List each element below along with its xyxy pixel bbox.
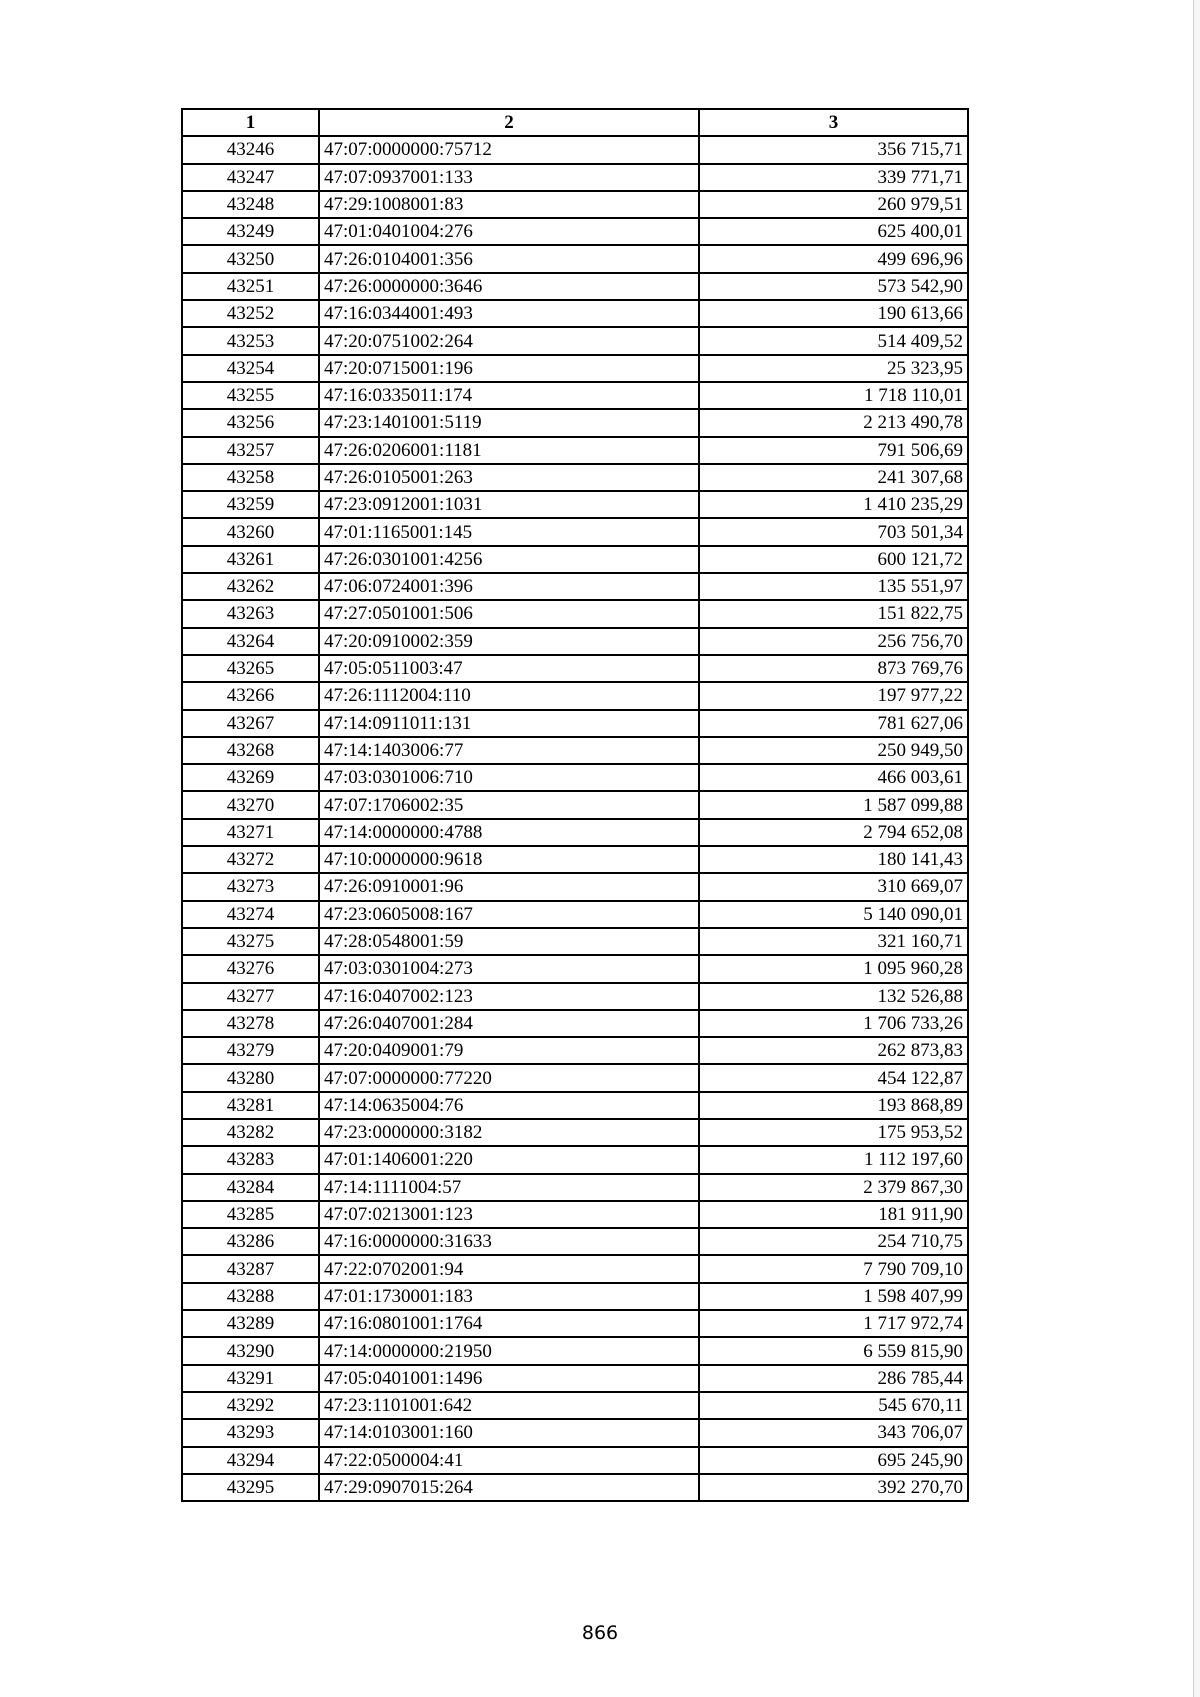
cadastral-number-cell: 47:20:0409001:79 <box>319 1037 699 1064</box>
value-cell: 321 160,71 <box>699 928 968 955</box>
table-row <box>182 846 968 873</box>
cadastral-number-cell: 47:14:0103001:160 <box>319 1419 699 1446</box>
cadastral-number-cell: 47:26:0104001:356 <box>319 245 699 272</box>
row-number-cell: 43256 <box>182 409 319 436</box>
cadastral-number-cell: 47:26:1112004:110 <box>319 682 699 709</box>
value-cell: 197 977,22 <box>699 682 968 709</box>
value-cell: 600 121,72 <box>699 546 968 573</box>
row-number-cell: 43266 <box>182 682 319 709</box>
cadastral-number-cell: 47:14:0911011:131 <box>319 710 699 737</box>
value-cell: 262 873,83 <box>699 1037 968 1064</box>
row-number-cell: 43294 <box>182 1447 319 1474</box>
table-row <box>182 136 968 163</box>
row-number-cell: 43251 <box>182 273 319 300</box>
cadastral-number-cell: 47:16:0801001:1764 <box>319 1310 699 1337</box>
row-number-cell: 43247 <box>182 164 319 191</box>
value-cell: 254 710,75 <box>699 1228 968 1255</box>
table-row <box>182 1010 968 1037</box>
value-cell: 132 526,88 <box>699 983 968 1010</box>
row-number-cell: 43292 <box>182 1392 319 1419</box>
row-number-cell: 43276 <box>182 955 319 982</box>
cadastral-number-cell: 47:23:1101001:642 <box>319 1392 699 1419</box>
row-number-cell: 43285 <box>182 1201 319 1228</box>
table-row <box>182 327 968 354</box>
table-row <box>182 1037 968 1064</box>
cadastral-number-cell: 47:29:1008001:83 <box>319 191 699 218</box>
value-cell: 1 706 733,26 <box>699 1010 968 1037</box>
cadastral-number-cell: 47:28:0548001:59 <box>319 928 699 955</box>
value-cell: 286 785,44 <box>699 1365 968 1392</box>
value-cell: 135 551,97 <box>699 573 968 600</box>
table-row <box>182 1146 968 1173</box>
table-body <box>182 136 968 1501</box>
table-row <box>182 737 968 764</box>
table-row <box>182 600 968 627</box>
value-cell: 454 122,87 <box>699 1064 968 1091</box>
row-number-cell: 43288 <box>182 1283 319 1310</box>
row-number-cell: 43287 <box>182 1255 319 1282</box>
table-row <box>182 1310 968 1337</box>
row-number-cell: 43260 <box>182 518 319 545</box>
value-cell: 190 613,66 <box>699 300 968 327</box>
cadastral-number-cell: 47:27:0501001:506 <box>319 600 699 627</box>
row-number-cell: 43258 <box>182 464 319 491</box>
cadastral-number-cell: 47:22:0702001:94 <box>319 1255 699 1282</box>
table-row <box>182 764 968 791</box>
cadastral-number-cell: 47:26:0206001:1181 <box>319 437 699 464</box>
table-row <box>182 164 968 191</box>
value-cell: 193 868,89 <box>699 1092 968 1119</box>
cadastral-number-cell: 47:03:0301004:273 <box>319 955 699 982</box>
table-row <box>182 382 968 409</box>
row-number-cell: 43252 <box>182 300 319 327</box>
row-number-cell: 43246 <box>182 136 319 163</box>
value-cell: 25 323,95 <box>699 355 968 382</box>
row-number-cell: 43249 <box>182 218 319 245</box>
table-row <box>182 1228 968 1255</box>
cadastral-number-cell: 47:29:0907015:264 <box>319 1474 699 1501</box>
row-number-cell: 43279 <box>182 1037 319 1064</box>
cadastral-number-cell: 47:14:1111004:57 <box>319 1174 699 1201</box>
value-cell: 6 559 815,90 <box>699 1337 968 1364</box>
row-number-cell: 43262 <box>182 573 319 600</box>
table-row <box>182 1447 968 1474</box>
value-cell: 1 410 235,29 <box>699 491 968 518</box>
table-row <box>182 273 968 300</box>
page-number: 866 <box>581 1622 619 1644</box>
row-number-cell: 43278 <box>182 1010 319 1037</box>
row-number-cell: 43264 <box>182 628 319 655</box>
row-number-cell: 43269 <box>182 764 319 791</box>
row-number-cell: 43253 <box>182 327 319 354</box>
table-row <box>182 1119 968 1146</box>
value-cell: 1 598 407,99 <box>699 1283 968 1310</box>
value-cell: 545 670,11 <box>699 1392 968 1419</box>
value-cell: 499 696,96 <box>699 245 968 272</box>
cadastral-number-cell: 47:26:0407001:284 <box>319 1010 699 1037</box>
row-number-cell: 43295 <box>182 1474 319 1501</box>
cadastral-number-cell: 47:14:0635004:76 <box>319 1092 699 1119</box>
value-cell: 2 794 652,08 <box>699 819 968 846</box>
value-cell: 343 706,07 <box>699 1419 968 1446</box>
cadastral-number-cell: 47:05:0401001:1496 <box>319 1365 699 1392</box>
row-number-cell: 43275 <box>182 928 319 955</box>
cadastral-number-cell: 47:20:0910002:359 <box>319 628 699 655</box>
header-row <box>182 109 968 136</box>
value-cell: 514 409,52 <box>699 327 968 354</box>
table-row <box>182 1283 968 1310</box>
value-cell: 356 715,71 <box>699 136 968 163</box>
table-row <box>182 928 968 955</box>
table-row <box>182 655 968 682</box>
table-row <box>182 1174 968 1201</box>
cadastral-number-cell: 47:03:0301006:710 <box>319 764 699 791</box>
row-number-cell: 43281 <box>182 1092 319 1119</box>
cadastral-number-cell: 47:01:1730001:183 <box>319 1283 699 1310</box>
cadastral-number-cell: 47:23:1401001:5119 <box>319 409 699 436</box>
table-row <box>182 628 968 655</box>
row-number-cell: 43289 <box>182 1310 319 1337</box>
value-cell: 151 822,75 <box>699 600 968 627</box>
cadastral-number-cell: 47:16:0407002:123 <box>319 983 699 1010</box>
table-row <box>182 710 968 737</box>
table-row <box>182 245 968 272</box>
row-number-cell: 43280 <box>182 1064 319 1091</box>
value-cell: 339 771,71 <box>699 164 968 191</box>
row-number-cell: 43263 <box>182 600 319 627</box>
row-number-cell: 43274 <box>182 901 319 928</box>
value-cell: 1 112 197,60 <box>699 1146 968 1173</box>
table-row <box>182 1365 968 1392</box>
cadastral-number-cell: 47:07:0937001:133 <box>319 164 699 191</box>
table-row <box>182 300 968 327</box>
row-number-cell: 43267 <box>182 710 319 737</box>
value-cell: 7 790 709,10 <box>699 1255 968 1282</box>
value-cell: 256 756,70 <box>699 628 968 655</box>
value-cell: 573 542,90 <box>699 273 968 300</box>
value-cell: 175 953,52 <box>699 1119 968 1146</box>
table-row <box>182 491 968 518</box>
row-number-cell: 43283 <box>182 1146 319 1173</box>
value-cell: 466 003,61 <box>699 764 968 791</box>
header-cell-1: 1 <box>182 109 319 136</box>
value-cell: 260 979,51 <box>699 191 968 218</box>
value-cell: 1 717 972,74 <box>699 1310 968 1337</box>
row-number-cell: 43291 <box>182 1365 319 1392</box>
cadastral-number-cell: 47:22:0500004:41 <box>319 1447 699 1474</box>
cadastral-number-cell: 47:20:0715001:196 <box>319 355 699 382</box>
cadastral-number-cell: 47:16:0344001:493 <box>319 300 699 327</box>
header-cell-2: 2 <box>319 109 699 136</box>
cadastral-number-cell: 47:07:1706002:35 <box>319 791 699 818</box>
cadastral-number-cell: 47:07:0000000:77220 <box>319 1064 699 1091</box>
table-row <box>182 983 968 1010</box>
value-cell: 873 769,76 <box>699 655 968 682</box>
data-table <box>181 108 969 1502</box>
cadastral-number-cell: 47:16:0335011:174 <box>319 382 699 409</box>
table-header <box>182 109 968 136</box>
row-number-cell: 43272 <box>182 846 319 873</box>
value-cell: 310 669,07 <box>699 873 968 900</box>
row-number-cell: 43261 <box>182 546 319 573</box>
table-row <box>182 1392 968 1419</box>
cadastral-number-cell: 47:26:0105001:263 <box>319 464 699 491</box>
cadastral-number-cell: 47:26:0910001:96 <box>319 873 699 900</box>
table-row <box>182 1474 968 1501</box>
value-cell: 1 095 960,28 <box>699 955 968 982</box>
cadastral-number-cell: 47:16:0000000:31633 <box>319 1228 699 1255</box>
table-row <box>182 955 968 982</box>
row-number-cell: 43259 <box>182 491 319 518</box>
table-row <box>182 464 968 491</box>
table-row <box>182 1337 968 1364</box>
value-cell: 5 140 090,01 <box>699 901 968 928</box>
cadastral-number-cell: 47:23:0605008:167 <box>319 901 699 928</box>
value-cell: 1 718 110,01 <box>699 382 968 409</box>
value-cell: 1 587 099,88 <box>699 791 968 818</box>
table-row <box>182 573 968 600</box>
table-row <box>182 873 968 900</box>
header-cell-3: 3 <box>699 109 968 136</box>
cadastral-number-cell: 47:06:0724001:396 <box>319 573 699 600</box>
row-number-cell: 43254 <box>182 355 319 382</box>
table-row <box>182 819 968 846</box>
table-row <box>182 901 968 928</box>
row-number-cell: 43286 <box>182 1228 319 1255</box>
value-cell: 2 213 490,78 <box>699 409 968 436</box>
cadastral-number-cell: 47:01:0401004:276 <box>319 218 699 245</box>
table-row <box>182 437 968 464</box>
cadastral-number-cell: 47:23:0000000:3182 <box>319 1119 699 1146</box>
row-number-cell: 43270 <box>182 791 319 818</box>
row-number-cell: 43293 <box>182 1419 319 1446</box>
row-number-cell: 43277 <box>182 983 319 1010</box>
row-number-cell: 43265 <box>182 655 319 682</box>
value-cell: 181 911,90 <box>699 1201 968 1228</box>
row-number-cell: 43273 <box>182 873 319 900</box>
table-row <box>182 518 968 545</box>
value-cell: 781 627,06 <box>699 710 968 737</box>
row-number-cell: 43271 <box>182 819 319 846</box>
table-row <box>182 191 968 218</box>
value-cell: 2 379 867,30 <box>699 1174 968 1201</box>
row-number-cell: 43257 <box>182 437 319 464</box>
cadastral-number-cell: 47:01:1406001:220 <box>319 1146 699 1173</box>
table-row <box>182 682 968 709</box>
table-row <box>182 546 968 573</box>
table-row <box>182 355 968 382</box>
cadastral-number-cell: 47:23:0912001:1031 <box>319 491 699 518</box>
value-cell: 392 270,70 <box>699 1474 968 1501</box>
cadastral-number-cell: 47:26:0000000:3646 <box>319 273 699 300</box>
cadastral-number-cell: 47:05:0511003:47 <box>319 655 699 682</box>
value-cell: 791 506,69 <box>699 437 968 464</box>
value-cell: 180 141,43 <box>699 846 968 873</box>
value-cell: 625 400,01 <box>699 218 968 245</box>
table-row <box>182 1201 968 1228</box>
table-row <box>182 218 968 245</box>
value-cell: 703 501,34 <box>699 518 968 545</box>
row-number-cell: 43248 <box>182 191 319 218</box>
table-row <box>182 1419 968 1446</box>
table-row <box>182 1092 968 1119</box>
value-cell: 241 307,68 <box>699 464 968 491</box>
table-row <box>182 1255 968 1282</box>
cadastral-number-cell: 47:14:1403006:77 <box>319 737 699 764</box>
page-right-edge <box>1193 0 1200 1697</box>
row-number-cell: 43284 <box>182 1174 319 1201</box>
row-number-cell: 43250 <box>182 245 319 272</box>
cadastral-number-cell: 47:14:0000000:21950 <box>319 1337 699 1364</box>
value-cell: 695 245,90 <box>699 1447 968 1474</box>
row-number-cell: 43268 <box>182 737 319 764</box>
cadastral-number-cell: 47:26:0301001:4256 <box>319 546 699 573</box>
row-number-cell: 43290 <box>182 1337 319 1364</box>
table-row <box>182 791 968 818</box>
row-number-cell: 43282 <box>182 1119 319 1146</box>
cadastral-number-cell: 47:07:0213001:123 <box>319 1201 699 1228</box>
table-row <box>182 409 968 436</box>
cadastral-number-cell: 47:10:0000000:9618 <box>319 846 699 873</box>
value-cell: 250 949,50 <box>699 737 968 764</box>
cadastral-number-cell: 47:01:1165001:145 <box>319 518 699 545</box>
table-row <box>182 1064 968 1091</box>
cadastral-number-cell: 47:20:0751002:264 <box>319 327 699 354</box>
cadastral-number-cell: 47:07:0000000:75712 <box>319 136 699 163</box>
cadastral-number-cell: 47:14:0000000:4788 <box>319 819 699 846</box>
row-number-cell: 43255 <box>182 382 319 409</box>
